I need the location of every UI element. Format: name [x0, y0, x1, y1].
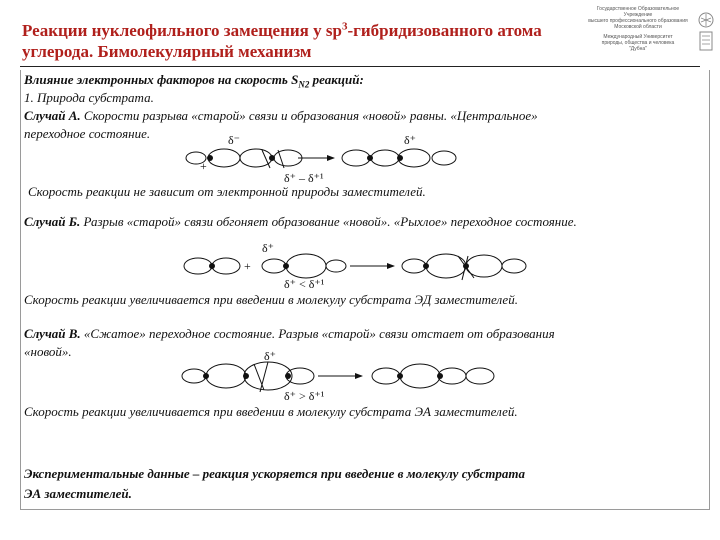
title-line1: Реакции нуклеофильного замещения у $sp^3$-гибридизованного атома [22, 20, 542, 40]
item-substrate: 1. Природа субстрата. [24, 90, 154, 105]
case-c-text-2: «новой». [24, 344, 72, 359]
case-a-text: Случай А. Скорости разрыва «старой» связи и образования «новой» равны. «Центральное» [24, 108, 538, 123]
case-b-delta: δ⁺ [262, 241, 274, 255]
case-a-diagram [186, 133, 456, 185]
svg-text:+: + [244, 259, 251, 273]
case-c-diagram [182, 349, 494, 403]
case-c-text: Случай В. «Сжатое» переходное состояние. Разрыв «старой» связи отстает от образования [24, 326, 555, 341]
case-b-text: Случай Б. Разрыв «старой» связи обгоняет образование «новой». «Рыхлое» переходное состояние. [24, 214, 577, 229]
conclusion-line-2: ЭА заместителей. [24, 486, 132, 501]
conclusion-line-1: Экспериментальные данные – реакция ускоряется при введение в молекулу субстрата [24, 466, 525, 481]
case-b-result: Скорость реакции увеличивается при введении в молекулу субстрата ЭД заместителей. [24, 292, 518, 307]
case-b-diagram [184, 241, 526, 291]
case-b-relation: δ⁺ < δ⁺¹ [284, 277, 325, 291]
case-c-result: Скорость реакции увеличивается при введении в молекулу субстрата ЭА заместителей. [24, 404, 518, 419]
case-a-delta-minus: δ⁻ [228, 133, 240, 147]
case-a-delta-plus: δ⁺ [404, 133, 416, 147]
case-a-text-2: переходное состояние. [24, 126, 151, 141]
case-a-plus: + [200, 159, 207, 173]
logo-text: Государственное Образовательное Учреждение высшего профессионального образования Московской области Международный Университет природы, общества и человека "Дубна" [588, 6, 688, 52]
case-a-result: Скорость реакции не зависит от электронной природы заместителей. [28, 184, 426, 199]
title-line2: углерода. Бимолекулярный механизм [22, 41, 312, 61]
section-heading: Влияние электронных факторов на скорость $S_{N2}$ реакций: [24, 72, 364, 90]
case-c-delta: δ⁺ [264, 349, 276, 363]
case-a-relation: δ⁺ – δ⁺¹ [284, 171, 324, 185]
case-c-relation: δ⁺ > δ⁺¹ [284, 389, 325, 403]
